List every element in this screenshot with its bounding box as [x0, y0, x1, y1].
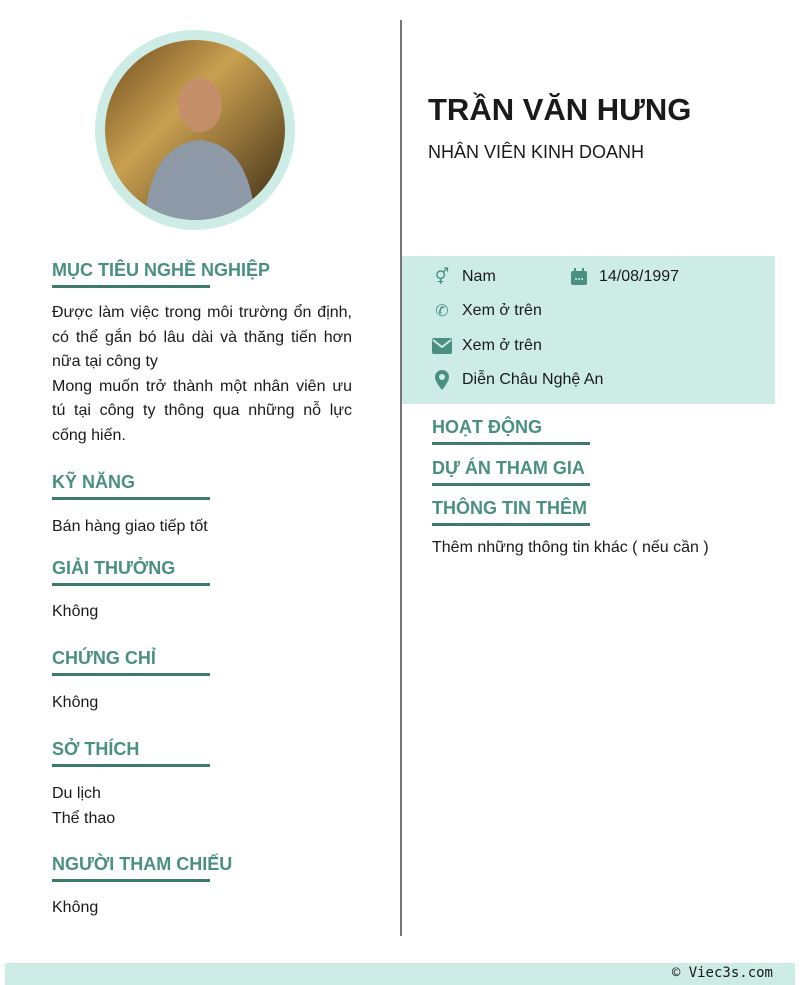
job-position: NHÂN VIÊN KINH DOANH [428, 142, 645, 162]
column-divider [400, 20, 402, 936]
hobby-item: Du lịch [52, 785, 101, 802]
hobby-item: Thể thao [52, 809, 116, 827]
objective-line: Mong muốn trở thành một nhân viên ưu tú tại công ty thông qua những nỗ lực cống hiến. [52, 377, 352, 444]
heading-awards: GIẢI THƯỞNG [52, 558, 210, 586]
avatar-photo [105, 40, 285, 220]
email: Xem ở trên [462, 337, 542, 354]
heading-activities: HOẠT ĐỘNG [432, 417, 590, 445]
footer-bar [5, 963, 795, 985]
awards-text: Không [52, 603, 99, 620]
heading-objective: MỤC TIÊU NGHỀ NGHIỆP [52, 260, 210, 288]
extra-info-text: Thêm những thông tin khác ( nếu cần ) [432, 539, 709, 556]
objective-line: Được làm việc trong môi trường ổn định, có thể gắn bó lâu dài và thăng tiến hơn nữa tại công ty [52, 304, 352, 370]
location-icon [432, 370, 452, 390]
gender-icon: ⚥ [434, 269, 450, 286]
heading-skills: KỸ NĂNG [52, 472, 210, 500]
footer-credit: © Viec3s.com [671, 965, 773, 981]
candidate-name: TRẦN VĂN HƯNG [428, 92, 692, 127]
address: Diễn Châu Nghệ An [462, 371, 604, 388]
heading-hobbies: SỞ THÍCH [52, 739, 210, 767]
gender: Nam [462, 268, 496, 285]
calendar-icon [569, 267, 589, 287]
heading-references: NGƯỜI THAM CHIẾU [52, 854, 210, 882]
heading-certificates: CHỨNG CHỈ [52, 648, 210, 676]
email-icon [432, 336, 452, 356]
references-text: Không [52, 899, 99, 916]
heading-projects: DỰ ÁN THAM GIA [432, 458, 590, 486]
phone: Xem ở trên [462, 302, 542, 319]
avatar-frame [95, 30, 295, 230]
skills-text: Bán hàng giao tiếp tốt [52, 518, 208, 535]
date-of-birth: 14/08/1997 [599, 268, 680, 285]
heading-extra-info: THÔNG TIN THÊM [432, 498, 590, 526]
phone-icon: ✆ [435, 303, 449, 320]
certificates-text: Không [52, 694, 99, 711]
personal-info-panel [402, 256, 775, 404]
